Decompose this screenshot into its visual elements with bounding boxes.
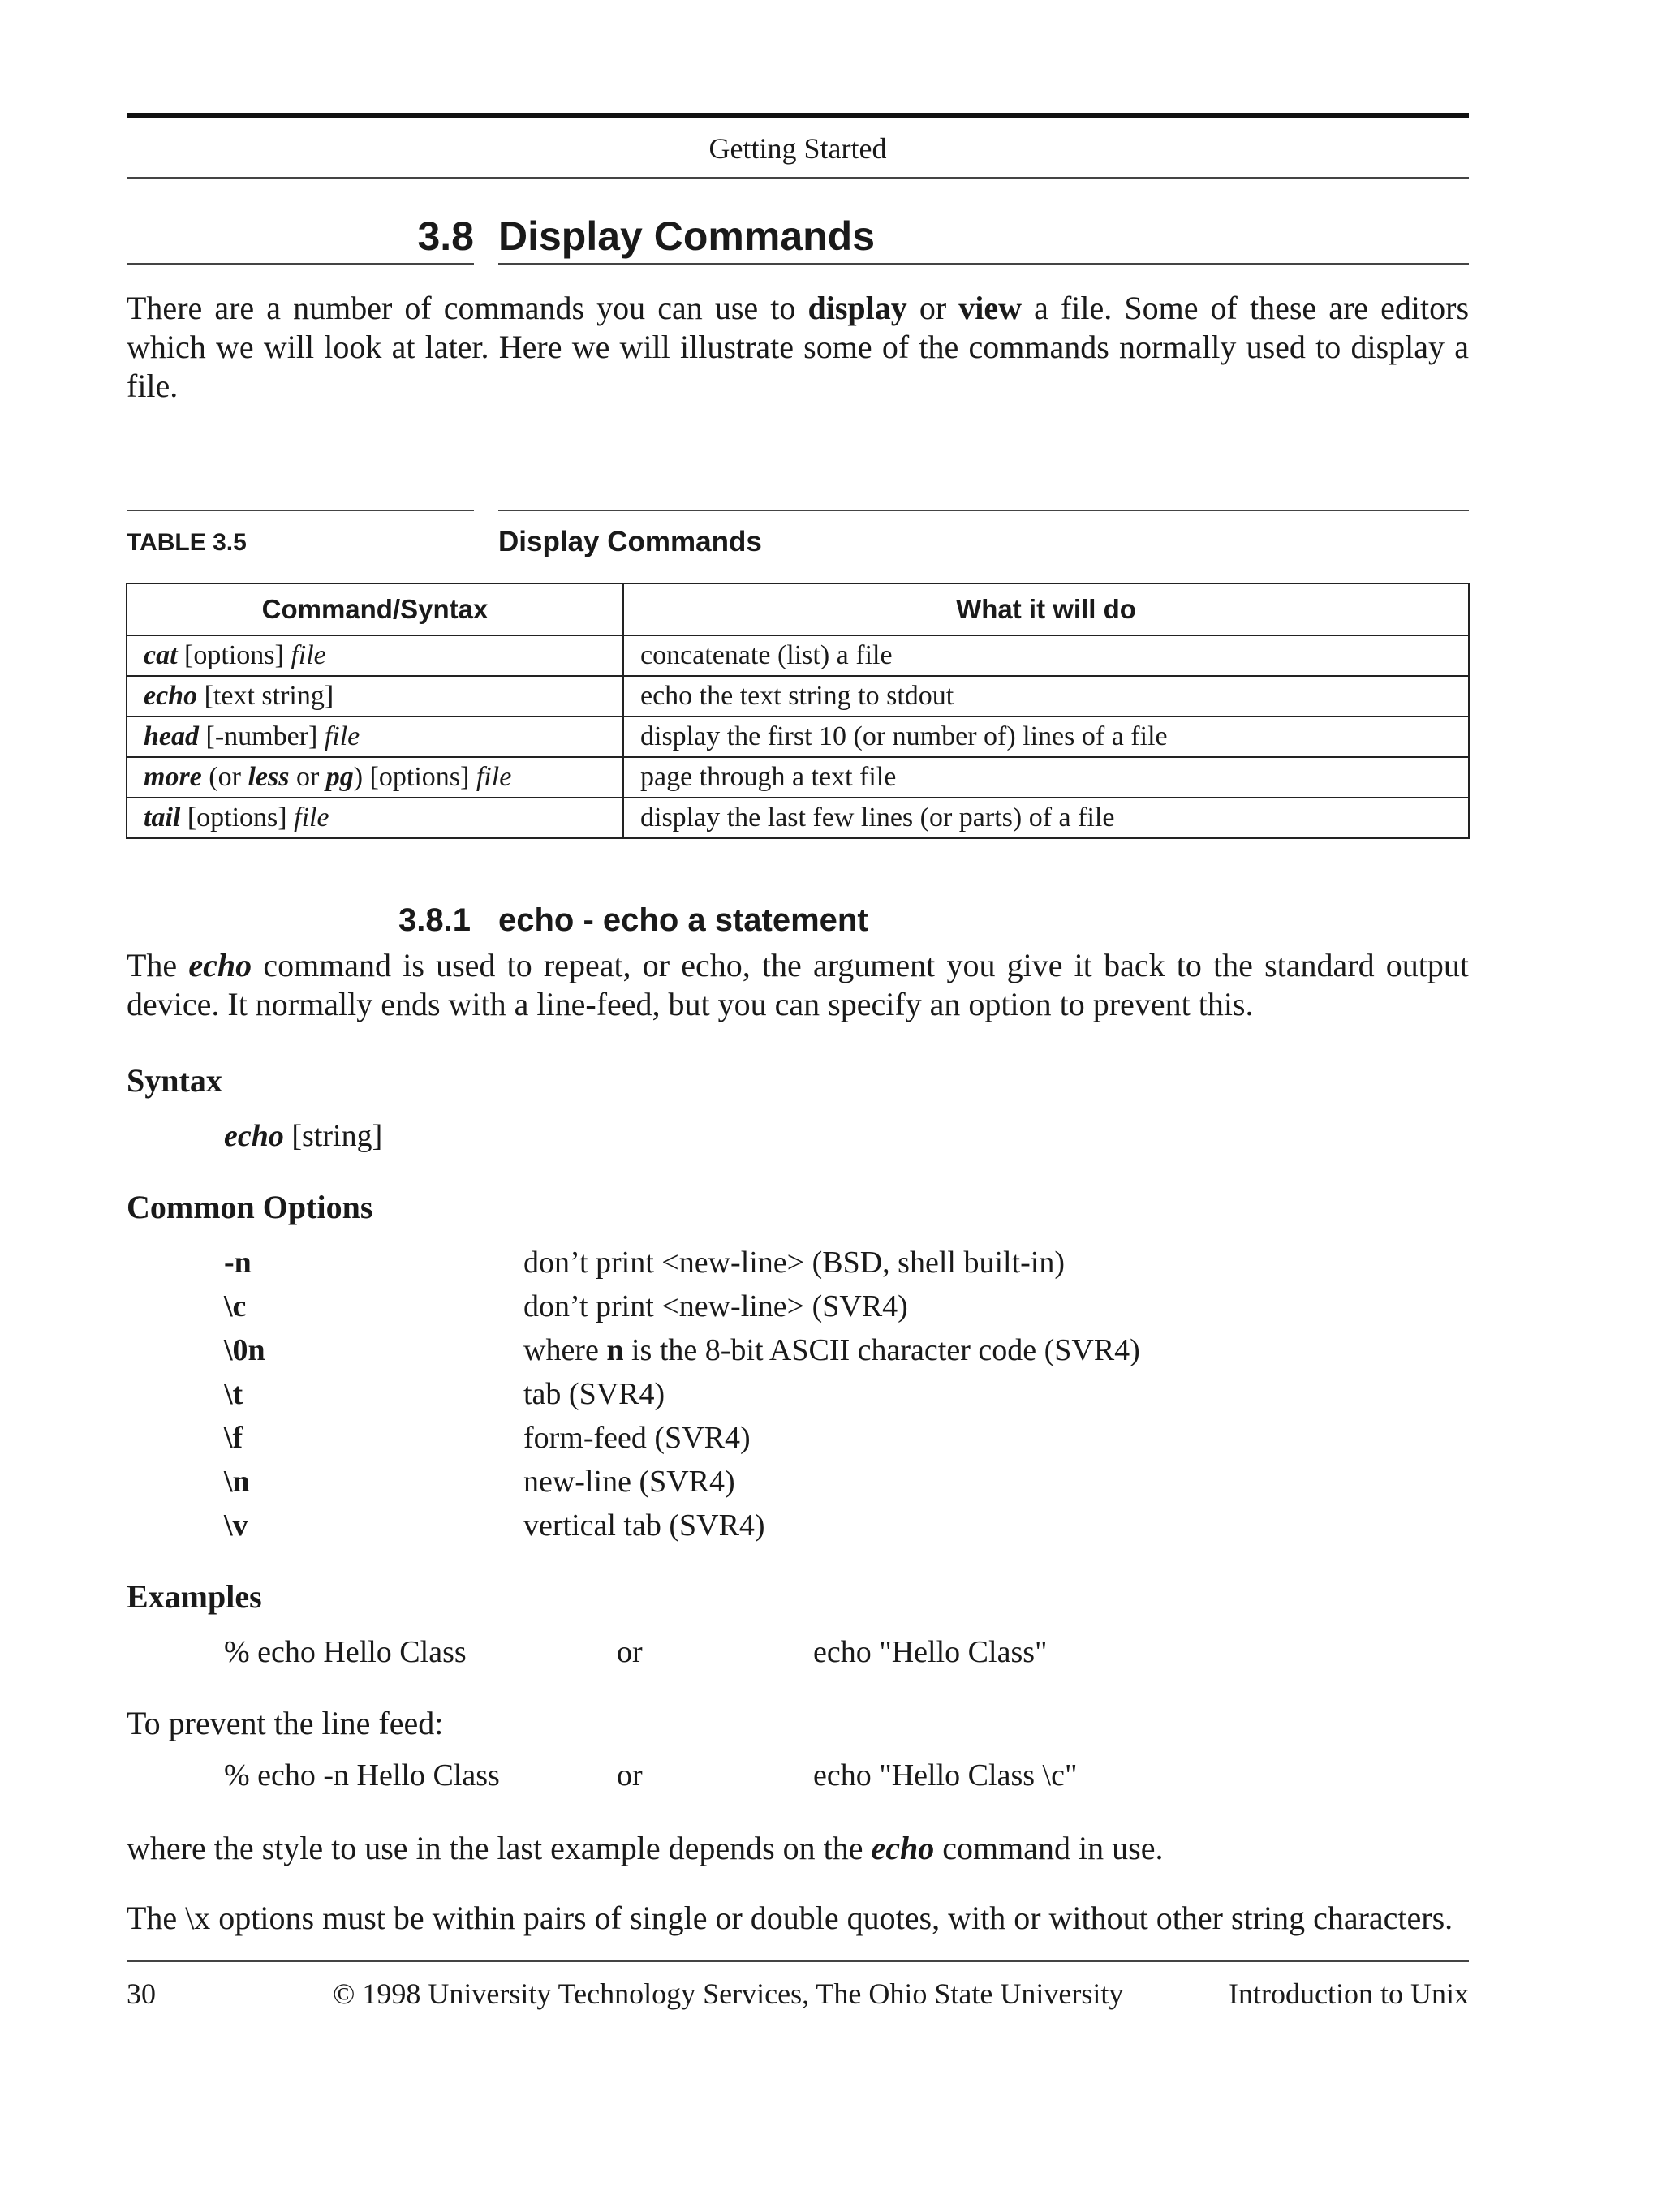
echo-intro-paragraph <box>127 946 1469 1024</box>
intro-paragraph <box>127 289 1469 406</box>
command-name: more <box>144 762 202 792</box>
subsection-number: 3.8.1 <box>398 902 471 938</box>
running-head: Getting Started <box>708 132 887 165</box>
section-number: 3.8 <box>417 213 474 259</box>
echo-intro-text-1: The <box>127 947 189 983</box>
table-cell-description: display the last few lines (or parts) of a file <box>623 798 1469 838</box>
command-args: [options] <box>180 803 295 833</box>
syntax-args: [string] <box>283 1119 383 1153</box>
intro-text-3: a file. Some of these are editors which we will look at later. Here we will illustrate some of the commands normally used to display a file. <box>127 290 1470 404</box>
command-name: head <box>144 721 199 751</box>
example-or: or <box>617 1758 643 1792</box>
command-text: (or <box>201 762 248 792</box>
command-text: or <box>289 762 326 792</box>
table-cell-command <box>127 717 623 757</box>
table-cell-description: concatenate (list) a file <box>623 635 1469 676</box>
option-description-bold: n <box>606 1333 624 1367</box>
command-name: tail <box>144 803 181 833</box>
table-cell-description: display the first 10 (or number of) lines of a file <box>623 717 1469 757</box>
option-key: \c <box>224 1289 247 1323</box>
example-alternative: echo "Hello Class" <box>813 1635 1048 1669</box>
footer-title: Introduction to Unix <box>1229 1977 1469 2010</box>
command-args: [text string] <box>197 681 334 711</box>
table-cell-command <box>127 798 623 838</box>
section-title: Display Commands <box>498 213 876 259</box>
style-note-paragraph <box>127 1829 1469 1868</box>
table-label: TABLE 3.5 <box>127 529 247 556</box>
top-thick-rule <box>127 113 1469 118</box>
syntax-line <box>224 1118 382 1154</box>
syntax-heading: Syntax <box>127 1062 222 1099</box>
table-row <box>127 676 1469 717</box>
intro-text-1: There are a number of commands you can use to <box>127 290 808 326</box>
style-note-command: echo <box>871 1830 935 1866</box>
command-name-less: less <box>248 762 290 792</box>
intro-text-2: or <box>906 290 959 326</box>
echo-intro-text-2: command is used to repeat, or echo, the argument you give it back to the standard output device. It normally ends with a line-feed, but you can specify an option to prevent this. <box>127 947 1470 1022</box>
command-args: ) [options] <box>353 762 476 792</box>
subsection-title: echo - echo a statement <box>498 902 868 938</box>
command-name: cat <box>144 640 178 670</box>
table-cell-command <box>127 757 623 798</box>
option-key: \v <box>224 1508 248 1543</box>
style-note-text-2: command in use. <box>934 1830 1164 1866</box>
intro-bold-view: view <box>958 290 1023 326</box>
table-cell-description: page through a text file <box>623 757 1469 798</box>
table-title: Display Commands <box>498 526 762 557</box>
example-or: or <box>617 1635 643 1669</box>
section-rule-right <box>498 263 1469 265</box>
table-row <box>127 757 1469 798</box>
table-cell-command <box>127 635 623 676</box>
command-args: [options] <box>177 640 291 670</box>
page-number: 30 <box>127 1977 156 2010</box>
header-rule <box>127 177 1469 179</box>
section-rule-left <box>127 263 474 265</box>
style-note-text-1: where the style to use in the last example depends on the <box>127 1830 872 1866</box>
option-description-text: is the 8-bit ASCII character code (SVR4) <box>623 1333 1140 1367</box>
echo-intro-command: echo <box>188 947 252 983</box>
command-file: file <box>324 721 360 751</box>
command-file: file <box>294 803 329 833</box>
table-cell-command <box>127 676 623 717</box>
example-command: % echo -n Hello Class <box>224 1758 500 1792</box>
caption-rule-right <box>498 510 1469 511</box>
table-cell-description: echo the text string to stdout <box>623 676 1469 717</box>
table-row <box>127 798 1469 838</box>
options-heading: Common Options <box>127 1189 373 1225</box>
option-key: \0n <box>224 1333 265 1367</box>
option-key: -n <box>224 1246 252 1280</box>
example-alternative: echo "Hello Class \c" <box>813 1758 1078 1792</box>
footer-copyright: © 1998 University Technology Services, The Ohio State University <box>333 1977 1124 2010</box>
option-description: don’t print <new-line> (BSD, shell built-in) <box>523 1246 1065 1280</box>
command-name: echo <box>144 681 198 711</box>
option-key: \n <box>224 1465 250 1499</box>
table-header-command: Command/Syntax <box>127 583 623 635</box>
option-key: \f <box>224 1421 243 1455</box>
command-file: file <box>476 762 512 792</box>
quotes-note-paragraph: The \x options must be within pairs of single or double quotes, with or without other string characters. <box>127 1900 1453 1936</box>
option-description: new-line (SVR4) <box>523 1465 735 1499</box>
table-header-row <box>127 583 1469 635</box>
command-name-pg: pg <box>325 762 354 792</box>
option-description: form-feed (SVR4) <box>523 1421 751 1455</box>
footer-rule <box>127 1960 1469 1962</box>
syntax-command: echo <box>224 1119 284 1153</box>
display-commands-table <box>126 583 1470 839</box>
command-file: file <box>291 640 326 670</box>
caption-rule-left <box>127 510 474 511</box>
table-row <box>127 635 1469 676</box>
examples-heading: Examples <box>127 1578 262 1615</box>
option-description <box>523 1332 1140 1368</box>
example-command: % echo Hello Class <box>224 1635 467 1669</box>
table-row <box>127 717 1469 757</box>
prevent-line-feed-text: To prevent the line feed: <box>127 1705 444 1741</box>
option-description: tab (SVR4) <box>523 1377 665 1411</box>
command-args: [-number] <box>199 721 325 751</box>
option-key: \t <box>224 1377 243 1411</box>
option-description: don’t print <new-line> (SVR4) <box>523 1289 908 1323</box>
table-header-description: What it will do <box>623 583 1469 635</box>
option-description-text: where <box>523 1333 607 1367</box>
option-description: vertical tab (SVR4) <box>523 1508 765 1543</box>
intro-bold-display: display <box>807 290 907 326</box>
